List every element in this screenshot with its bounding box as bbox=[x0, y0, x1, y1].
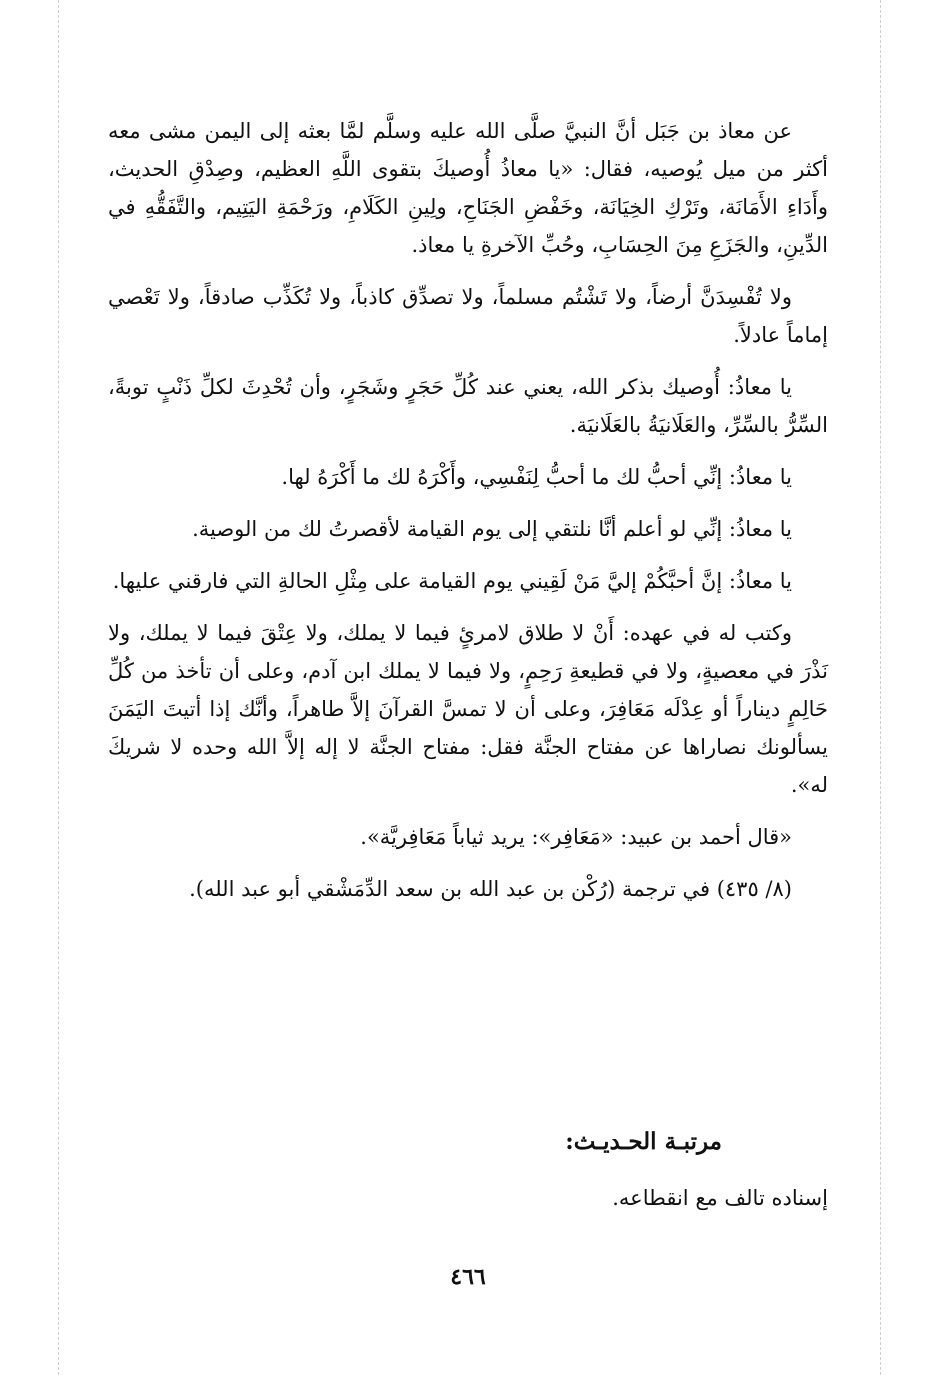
main-text bbox=[108, 112, 828, 922]
paragraph-3: يا معاذُ: أُوصيك بذكر الله، يعني عند كُلِّ حَجَرٍ وشَجَرٍ، وأن تُحْدِثَ لكلِّ ذَنْبٍ توبةً، السِّرُّ بالسِّرِّ، والعَلَانيَةُ بالعَلَانيَة. bbox=[108, 375, 828, 437]
paragraph-4: يا معاذُ: إنِّي أحبُّ لك ما أحبُّ لِنَفْسِي، وأَكْرَهُ لك ما أَكْرَهُ لها. bbox=[281, 465, 792, 489]
section-heading: مرتبـة الحـديـث: bbox=[565, 1128, 722, 1155]
paragraph-8: «قال أحمد بن عبيد: «مَعَافِر»: يريد ثياباً مَعَافِريَّة». bbox=[360, 825, 792, 849]
paragraph-6: يا معاذُ: إنَّ أحبَّكُمْ إليَّ مَنْ لَقِيني يوم القيامة على مِثْلِ الحالةِ التي فارقني عليها. bbox=[112, 569, 792, 593]
paragraph-9: (٨/ ٤٣٥) في ترجمة (رُكْن بن عبد الله بن سعد الدِّمَشْقي أبو عبد الله). bbox=[189, 877, 792, 901]
paragraph-2: ولا تُفْسِدَنَّ أرضاً، ولا تَشْتُم مسلماً، ولا تصدِّق كاذباً، ولا تُكَذِّب صادقاً، ولا تَعْصي إماماً عادلاً. bbox=[108, 285, 828, 347]
page-number: ٤٦٦ bbox=[450, 1264, 486, 1290]
grading-text: إسناده تالف مع انقطاعه. bbox=[612, 1186, 828, 1210]
left-margin-guide bbox=[58, 0, 59, 1375]
paragraph-1: عن معاذ بن جَبَل أنَّ النبيَّ صلَّى الله عليه وسلَّم لمَّا بعثه إلى اليمن مشى معه أكثر من ميل يُوصيه، فقال: «يا معاذُ أُوصيكَ بتقوى اللَّهِ العظيم، وصِدْقِ الحديث، وأَدَاءِ الأَمَانَة، وتَرْكِ الخِيَانَة، وخَفْضِ الجَنَاحِ، ولِينِ الكَلَامِ، ورَحْمَةِ اليَتِيم، والتَّفَقُّهِ في الدِّينِ، والجَزَعِ مِنَ الحِسَابِ، وحُبِّ الآخرةِ يا معاذ. bbox=[108, 119, 828, 257]
right-margin-guide bbox=[880, 0, 881, 1375]
paragraph-5: يا معاذُ: إنِّي لو أعلم أنَّا نلتقي إلى يوم القيامة لأقصرتُ لك من الوصية. bbox=[192, 517, 792, 541]
paragraph-7: وكتب له في عهده: أَنْ لا طلاق لامرئٍ فيما لا يملك، ولا عِتْقَ فيما لا يملك، ولا نَذْرَ في معصيةٍ، ولا في قطيعةِ رَحِمٍ، ولا فيما لا يملك ابن آدم، وعلى أن تأخذ من كُلِّ حَالِمٍ ديناراً أو عِدْلَه مَعَافِرَ، وعلى أن لا تمسَّ القرآنَ إلاَّ طاهراً، وأنَّك إذا أتيتَ اليَمَنَ يسألونك نصاراها عن مفتاح الجنَّة فقل: مفتاح الجنَّة لا إله إلاَّ الله وحده لا شريكَ له». bbox=[108, 621, 828, 797]
